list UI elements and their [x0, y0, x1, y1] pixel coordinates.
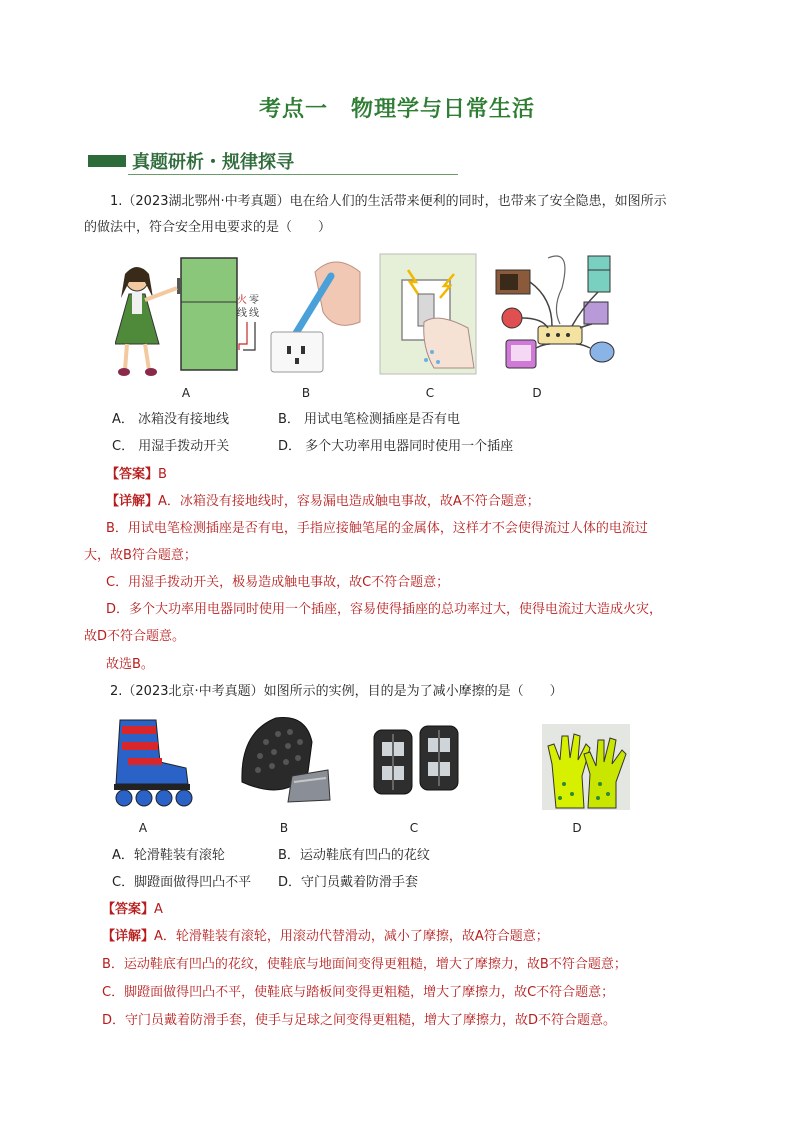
q2-figure-a-roller-skate	[100, 712, 196, 808]
q2-option-b: B．运动鞋底有凹凸的花纹	[278, 848, 430, 863]
q1-detail-line-6: 故D不符合题意。	[84, 629, 186, 644]
q2-answer	[102, 901, 163, 919]
wire-label-line1: 线	[237, 308, 247, 319]
q1-detail-line-5: D．多个大功率用电器同时使用一个插座，容易使得插座的总功率过大，使得电流过大造成火灾，	[106, 602, 663, 617]
q1-option-b: B． 用试电笔检测插座是否有电	[278, 412, 461, 427]
q1-detail-label: 【详解】	[106, 494, 159, 509]
page-title: 考点一 物理学与日常生活	[258, 97, 535, 122]
q1-answer	[106, 466, 167, 484]
q2-figure-label-a: A	[138, 821, 148, 835]
q1-detail-line-7: 故选B。	[106, 657, 154, 672]
q1-option-c: C． 用湿手拨动开关	[112, 439, 230, 454]
q2-detail-line-1	[102, 928, 549, 946]
q2-figure-b-shoe-sole	[236, 712, 332, 808]
q1-figure-label-a: A	[181, 386, 191, 400]
wire-label-zero: 零	[249, 295, 259, 306]
q1-detail-text-1: A．冰箱没有接地线时，容易漏电造成触电事故，故A不符合题意；	[158, 494, 540, 509]
section-title: 真题研析・规律探寻	[132, 152, 294, 173]
wire-label-fire: 火	[237, 295, 247, 306]
q1-answer-label: 【答案】	[106, 467, 159, 482]
q1-figure-d-appliances	[492, 248, 632, 380]
q1-detail-line-3: 大，故B符合题意；	[84, 548, 197, 563]
q2-figure-label-b: B	[279, 821, 289, 835]
q2-answer-label: 【答案】	[102, 902, 155, 917]
q1-figure-label-c: C	[425, 386, 435, 400]
section-bar	[88, 155, 126, 167]
q1-option-a: A． 冰箱没有接地线	[112, 412, 230, 427]
q1-figure-label-d: D	[532, 386, 542, 400]
q2-detail-text-1: A．轮滑鞋装有滚轮，用滚动代替滑动，减小了摩擦，故A符合题意；	[154, 929, 549, 944]
section-header	[88, 148, 458, 176]
q1-figure-b-test-pen	[265, 252, 365, 376]
q1-detail-line-2: B．用试电笔检测插座是否有电，手指应接触笔尾的金属体，这样才不会使得流过人体的电流过	[106, 521, 648, 536]
q2-option-d: D．守门员戴着防滑手套	[278, 875, 419, 890]
q2-figure-label-d: D	[572, 821, 582, 835]
q2-figure-label-c: C	[409, 821, 419, 835]
q1-stem-line2: 的做法中，符合安全用电要求的是（ ）	[84, 220, 332, 235]
q2-detail-line-4: D．守门员戴着防滑手套，使手与足球之间变得更粗糙，增大了摩擦力，故D不符合题意。	[102, 1013, 617, 1028]
q1-detail-line-4: C．用湿手拨动开关，极易造成触电事故，故C不符合题意；	[106, 575, 450, 590]
q2-stem: 2.（2023北京·中考真题）如图所示的实例，目的是为了减小摩擦的是（ ）	[110, 684, 563, 699]
q2-figure-c-pedals	[368, 716, 464, 806]
q2-detail-line-3: C．脚蹬面做得凹凸不平，使鞋底与踏板间变得更粗糙，增大了摩擦力，故C不符合题意；	[102, 985, 615, 1000]
q2-figure-d-gloves	[542, 724, 630, 810]
q1-figure-c-wet-switch	[378, 252, 478, 376]
q2-detail-label: 【详解】	[102, 929, 155, 944]
q1-figure-a-fridge	[115, 252, 265, 380]
q1-answer-value: B	[158, 467, 167, 482]
q2-answer-value: A	[154, 902, 163, 917]
q1-stem-line1: 1.（2023湖北鄂州·中考真题）电在给人们的生活带来便利的同时，也带来了安全隐患，如图所示	[110, 194, 667, 209]
q2-option-a: A．轮滑鞋装有滚轮	[112, 848, 225, 863]
wire-label-line2: 线	[249, 308, 259, 319]
q1-option-d: D． 多个大功率用电器同时使用一个插座	[278, 439, 514, 454]
q1-detail-line-1	[106, 493, 540, 511]
q2-detail-line-2: B．运动鞋底有凹凸的花纹，使鞋底与地面间变得更粗糙，增大了摩擦力，故B不符合题意；	[102, 957, 627, 972]
section-underline	[128, 174, 458, 175]
q1-figure-label-b: B	[301, 386, 311, 400]
q2-option-c: C．脚蹬面做得凹凸不平	[112, 875, 252, 890]
